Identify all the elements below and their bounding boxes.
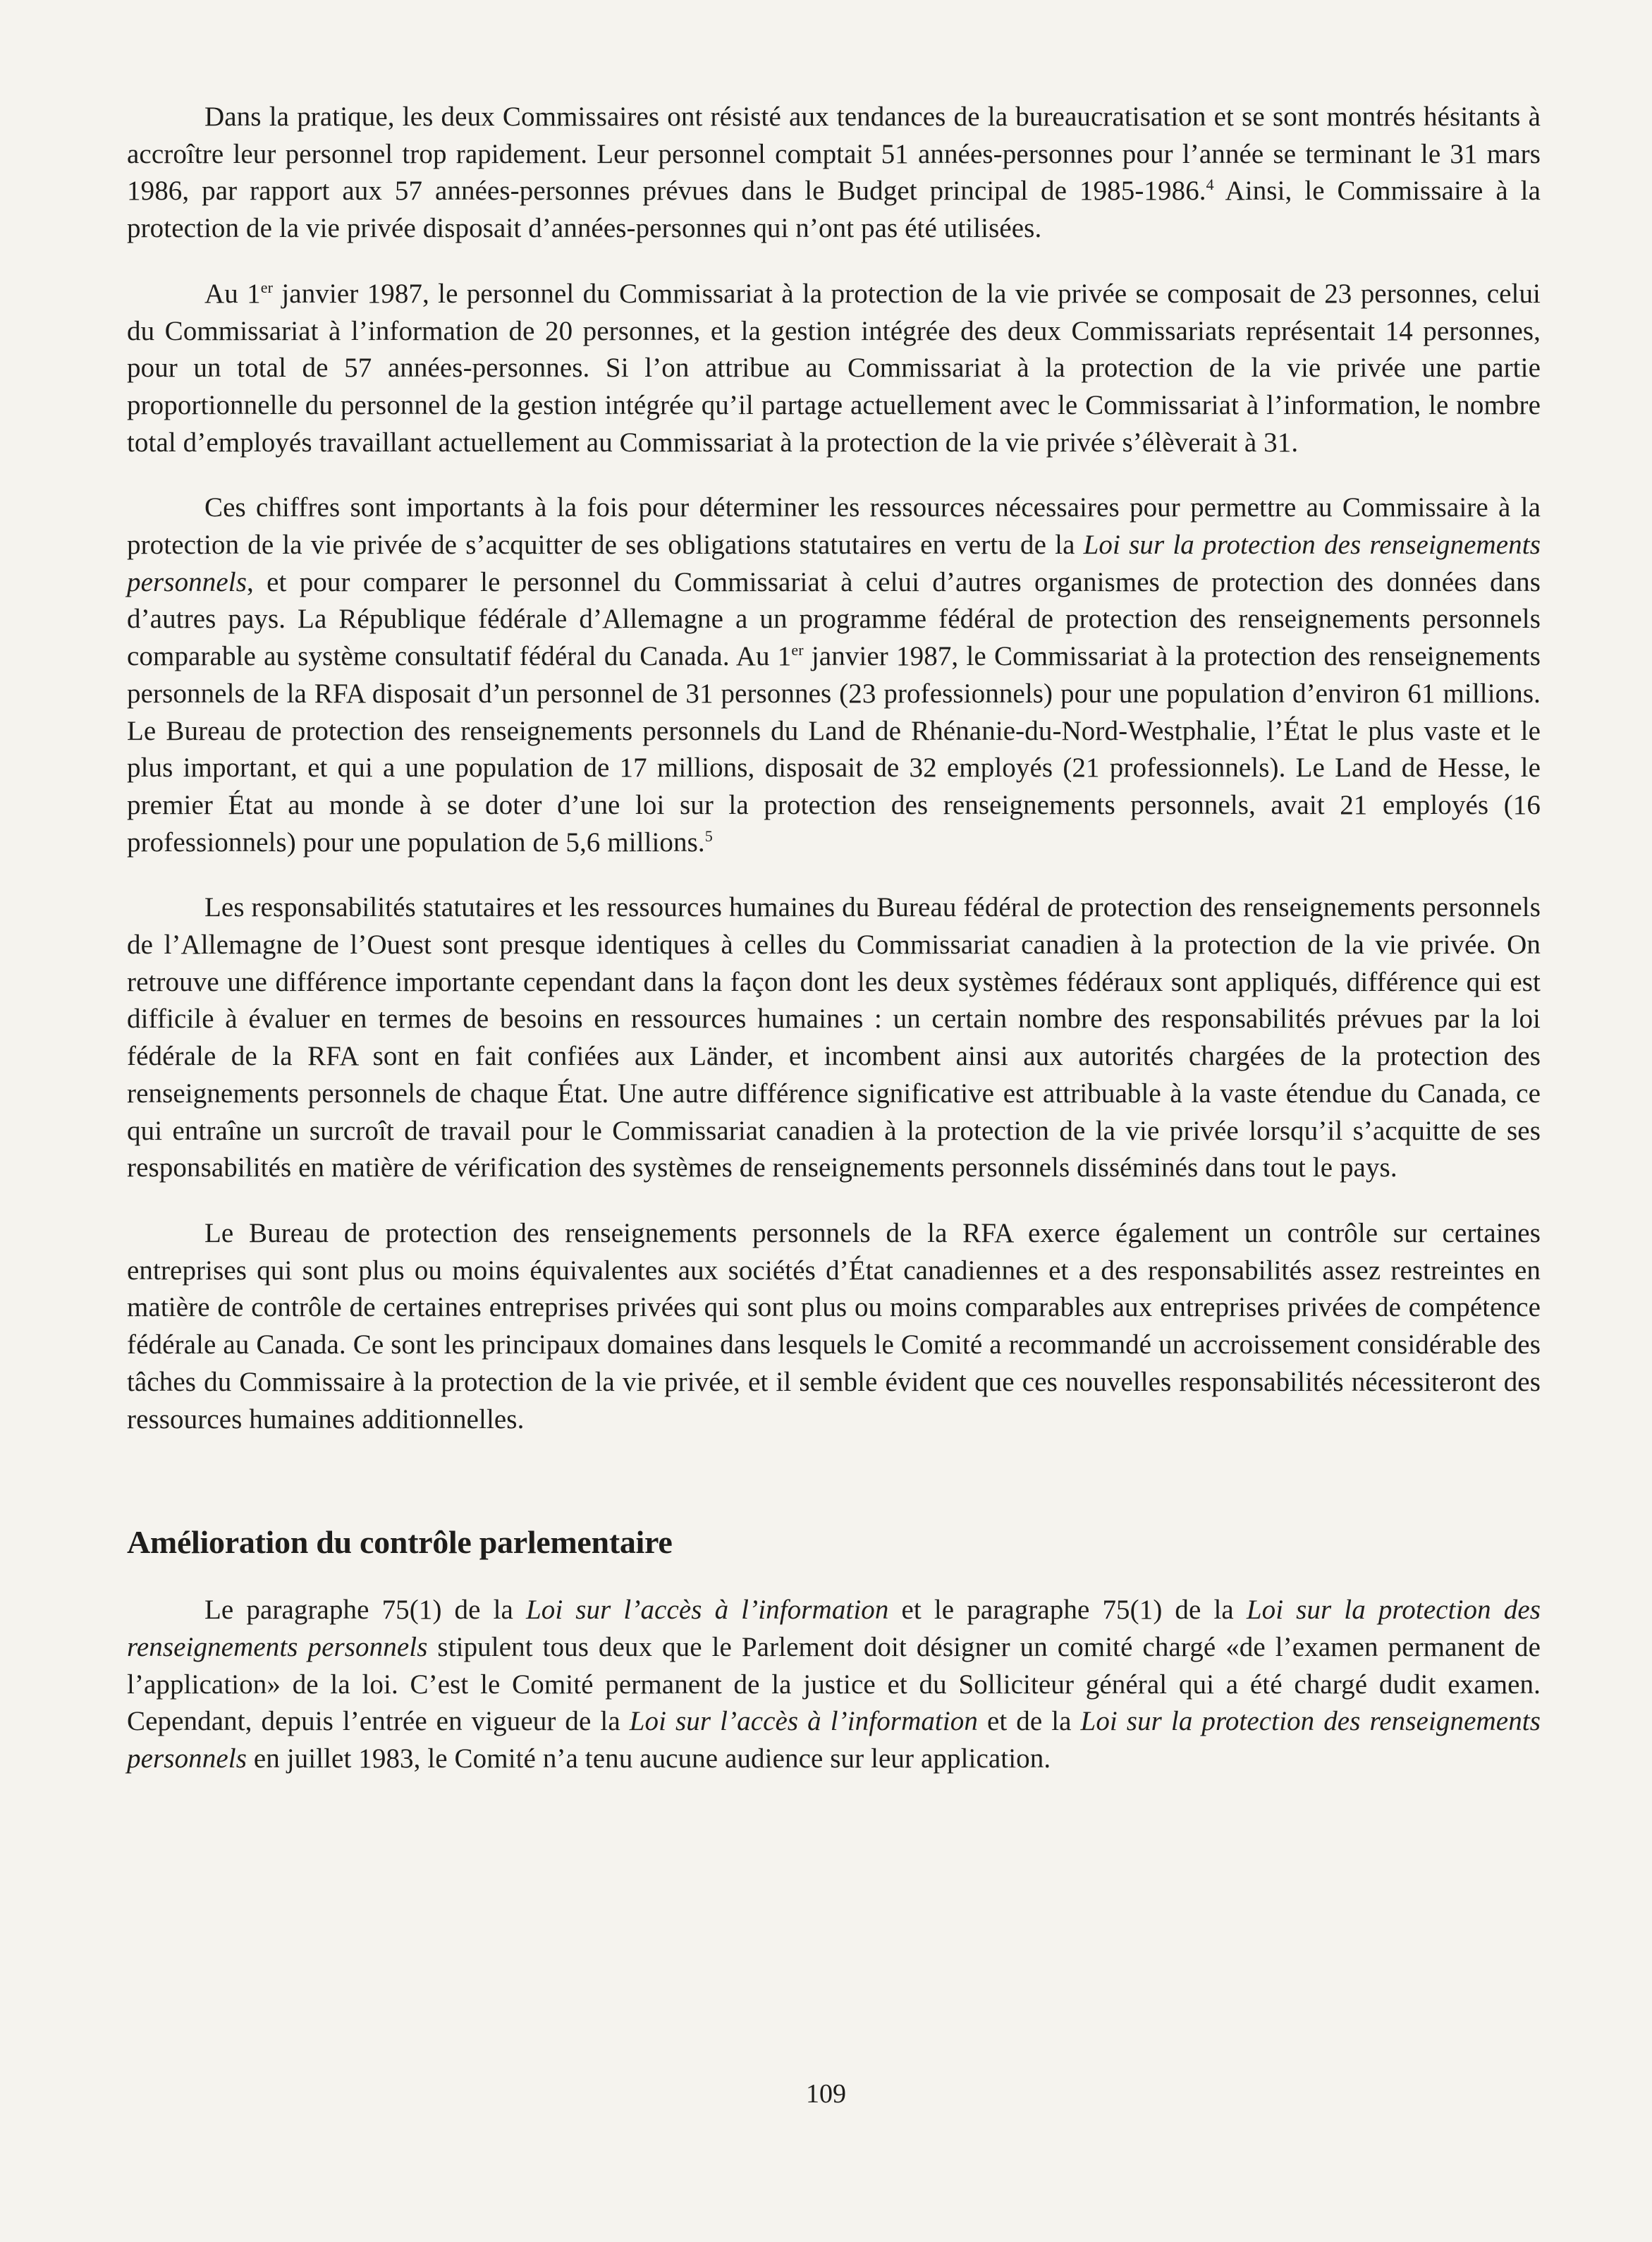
- ordinal-superscript: er: [791, 641, 804, 659]
- paragraph-text: Les responsabilités statutaires et les ressources humaines du Bureau fédéral de protection des renseignements personnels de l’Allemagne de l’Ouest sont presque identiques à celles du Commissariat canadien à la protection de la vie privée. On retrouve une différence importante cependant dans la façon dont les deux systèmes fédéraux sont appliqués, différence qui est difficile à évaluer en termes de besoins en ressources humaines : un certain nombre des responsabilités prévues par la loi fédérale de la RFA sont en fait confiées aux Länder, et incombent ainsi aux autorités chargées de la protection des renseignements personnels de chaque État. Une autre différence significative est attribuable à la vaste étendue du Canada, ce qui entraîne un surcroît de travail pour le Commissariat canadien à la protection de la vie privée lorsqu’il s’acquitte de ses responsabilités en matière de vérification des systèmes de renseignements personnels disséminés dans tout le pays.: [127, 892, 1541, 1183]
- paragraph-text: et de la: [978, 1706, 1081, 1737]
- paragraph-rfa-bureau-control: [127, 1215, 1541, 1438]
- law-title: Loi sur la protection des renseignements personnels: [127, 1595, 1541, 1662]
- paragraph-text: janvier 1987, le Commissariat à la protection des renseignements personnels de la RFA disposait d’un personnel de 31 personnes (23 professionnels) pour une population d’environ 61 millions. Le Bureau de protection des renseignements personnels du Land de Rhénanie-du-Nord-Westphalie, l’État le plus vaste et le plus important, et qui a une population de 17 millions, disposait de 32 employés (21 professionnels). Le Land de Hesse, le premier État au monde à se doter d’une loi sur la protection des renseignements personnels, avait 21 employés (16 professionnels) pour une population de 5,6 millions.: [127, 641, 1541, 858]
- paragraph-text: Le paragraphe 75(1) de la: [204, 1595, 526, 1626]
- paragraph-text: et le paragraphe 75(1) de la: [888, 1595, 1247, 1626]
- document-page: [127, 99, 1541, 1806]
- paragraph-text: Au 1: [204, 278, 261, 309]
- paragraph-text: Dans la pratique, les deux Commissaires ont résisté aux tendances de la bureaucratisation et se sont montrés hésitants à accroître leur personnel trop rapidement. Leur personnel comptait 51 années-personnes pour l’année se terminant le 31 mars 1986, par rapport aux 57 années-personnes prévues dans le Budget principal de 1985-1986.: [127, 102, 1541, 207]
- paragraph-international-comparison: [127, 489, 1541, 861]
- law-title: Loi sur l’accès à l’information: [629, 1706, 979, 1737]
- paragraph-text: Ainsi, le Commissaire à la protection de la vie privée disposait d’années-personnes qui n’ont pas été utilisées.: [127, 176, 1541, 244]
- paragraph-text: , et pour comparer le personnel du Commissariat à celui d’autres organismes de protection des données dans d’autres pays. La République fédérale d’Allemagne a un programme fédéral de protection des renseignements personnels comparable au système consultatif fédéral du Canada. Au 1: [127, 566, 1541, 672]
- footnote-ref: 5: [704, 827, 713, 845]
- section-heading: Amélioration du contrôle parlementaire: [127, 1524, 673, 1561]
- paragraph-text: Ces chiffres sont importants à la fois pour déterminer les ressources nécessaires pour permettre au Commissaire à la protection de la vie privée de s’acquitter de ses obligations statutaires en vertu de la: [127, 492, 1541, 561]
- paragraph-staff-composition: [127, 276, 1541, 462]
- paragraph-text: stipulent tous deux que le Parlement doit désigner un comité chargé «de l’examen permanent de l’application» de la loi. C’est le Comité permanent de la justice et du Solliciteur général qui a été chargé dudit examen. Cependant, depuis l’entrée en vigueur de la: [127, 1631, 1541, 1737]
- paragraph-german-differences: [127, 889, 1541, 1187]
- ordinal-superscript: er: [260, 278, 274, 296]
- law-title: Loi sur la protection des renseignements personnels: [127, 1706, 1541, 1774]
- page-number: 109: [806, 2079, 846, 2109]
- footnote-ref: 4: [1206, 176, 1214, 194]
- paragraph-parliamentary-review: [127, 1592, 1541, 1778]
- law-title: Loi sur l’accès à l’information: [525, 1595, 889, 1626]
- law-title: Loi sur la protection des renseignements personnels: [127, 530, 1541, 597]
- paragraph-text: janvier 1987, le personnel du Commissariat à la protection de la vie privée se composait de 23 personnes, celui du Commissariat à l’information de 20 personnes, et la gestion intégrée des deux Commissariats représentait 14 personnes, pour un total de 57 années-personnes. Si l’on attribue au Commissariat à la protection de la vie privée une partie proportionnelle du personnel de la gestion intégrée qu’il partage actuellement avec le Commissariat à l’information, le nombre total d’employés travaillant actuellement au Commissariat à la protection de la vie privée s’élèverait à 31.: [127, 278, 1541, 458]
- paragraph-text: Le Bureau de protection des renseignements personnels de la RFA exerce également un contrôle sur certaines entreprises qui sont plus ou moins équivalentes aux sociétés d’État canadiennes et a des responsabilités assez restreintes en matière de contrôle de certaines entreprises privées qui sont plus ou moins comparables aux entreprises privées de compétence fédérale au Canada. Ce sont les principaux domaines dans lesquels le Comité a recommandé un accroissement considérable des tâches du Commissaire à la protection de la vie privée, et il semble évident que ces nouvelles responsabilités nécessiteront des ressources humaines additionnelles.: [127, 1217, 1541, 1434]
- paragraph-staff-resistance: [127, 99, 1541, 248]
- paragraph-text: en juillet 1983, le Comité n’a tenu aucune audience sur leur application.: [247, 1743, 1051, 1774]
